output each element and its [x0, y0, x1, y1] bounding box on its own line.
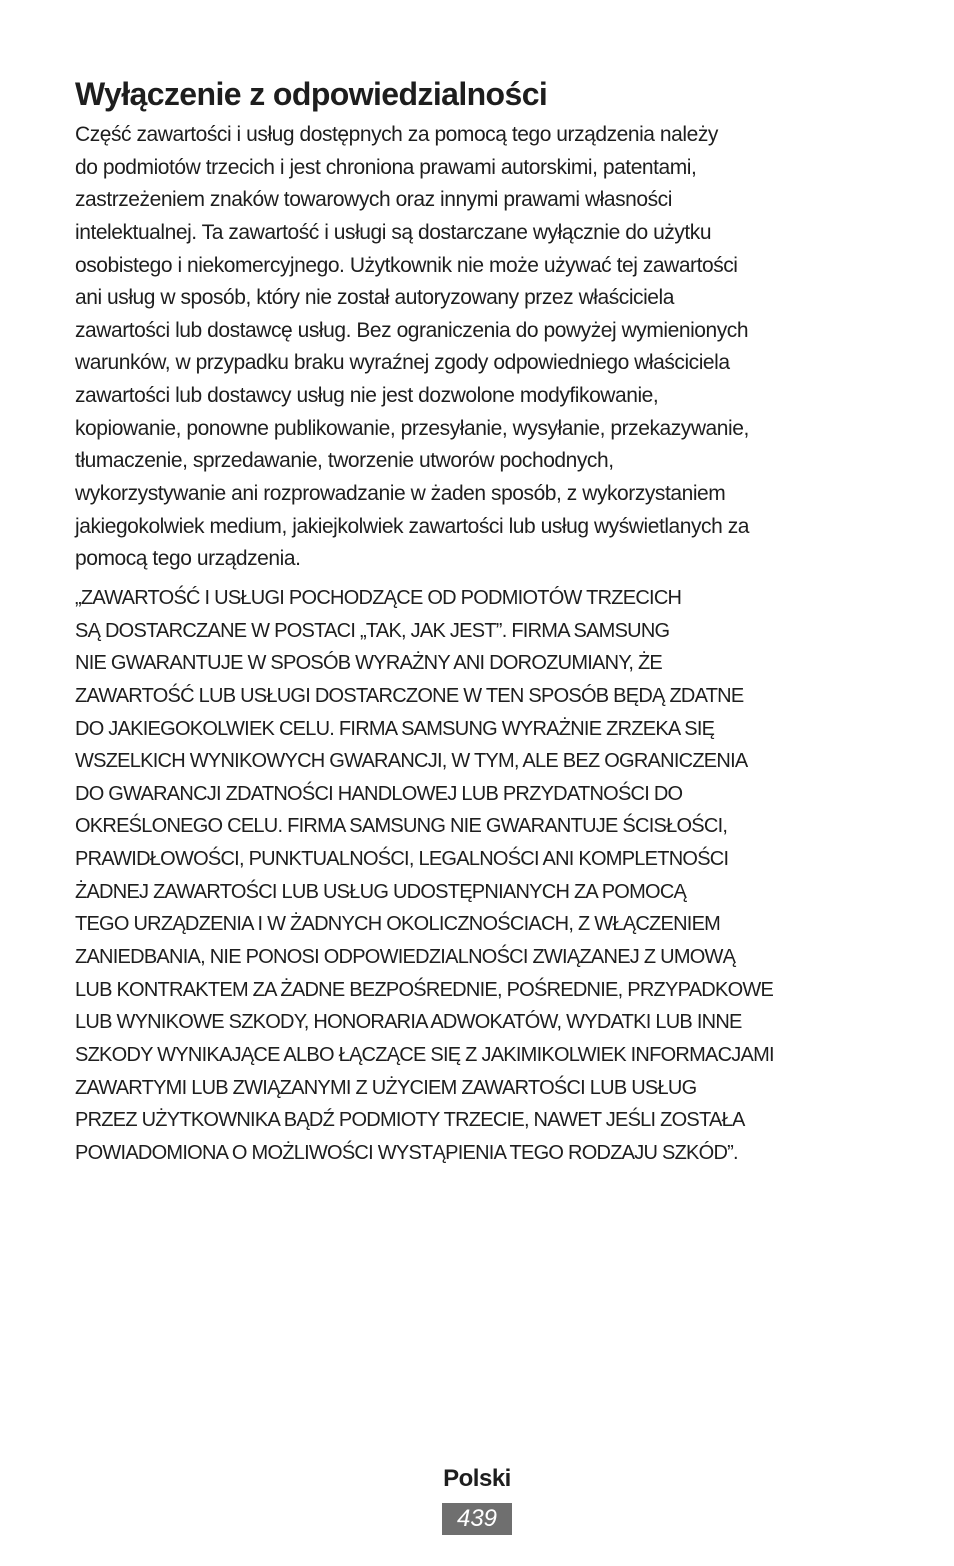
paragraph-line: TEGO URZĄDZENIA I W ŻADNYCH OKOLICZNOŚCIACH, Z WŁĄCZENIEM: [75, 913, 721, 936]
paragraph-line: zawartości lub dostawcy usług nie jest dozwolone modyfikowanie,: [75, 384, 659, 408]
paragraph-line: kopiowanie, ponowne publikowanie, przesyłanie, wysyłanie, przekazywanie,: [75, 416, 749, 440]
paragraph-line: jakiegokolwiek medium, jakiejkolwiek zawartości lub usług wyświetlanych za: [75, 514, 749, 538]
paragraph-line: ZAWARTOŚĆ LUB USŁUGI DOSTARCZONE W TEN SPOSÓB BĘDĄ ZDATNE: [75, 684, 744, 707]
paragraph-line: osobistego i niekomercyjnego. Użytkownik nie może używać tej zawartości: [75, 253, 738, 277]
paragraph-line: SZKODY WYNIKAJĄCE ALBO ŁĄCZĄCE SIĘ Z JAKIMIKOLWIEK INFORMACJAMI: [75, 1043, 774, 1066]
paragraph-line: warunków, w przypadku braku wyraźnej zgody odpowiedniego właściciela: [75, 351, 730, 375]
paragraph-line: LUB KONTRAKTEM ZA ŻADNE BEZPOŚREDNIE, POŚREDNIE, PRZYPADKOWE: [75, 978, 774, 1001]
paragraph-line: Część zawartości i usług dostępnych za pomocą tego urządzenia należy: [75, 123, 718, 146]
paragraph-line: DO JAKIEGOKOLWIEK CELU. FIRMA SAMSUNG WYRAŻNIE ZRZEKA SIĘ: [75, 717, 715, 740]
page-title: Wyłączenie z odpowiedzialności: [75, 76, 548, 112]
paragraph-line: do podmiotów trzecich i jest chroniona prawami autorskimi, patentami,: [75, 155, 697, 179]
paragraph-line: ZAWARTYMI LUB ZWIĄZANYMI Z UŻYCIEM ZAWARTOŚCI LUB USŁUG: [75, 1076, 697, 1099]
paragraph-line: ŻADNEJ ZAWARTOŚCI LUB USŁUG UDOSTĘPNIANYCH ZA POMOCĄ: [75, 880, 687, 903]
paragraph-line: DO GWARANCJI ZDATNOŚCI HANDLOWEJ LUB PRZYDATNOŚCI DO: [75, 782, 683, 805]
paragraph-line: POWIADOMIONA O MOŻLIWOŚCI WYSTĄPIENIA TEGO RODZAJU SZKÓD”.: [75, 1141, 738, 1164]
footer-language-label: Polski: [443, 1465, 511, 1492]
paragraph-line: zawartości lub dostawcę usług. Bez ograniczenia do powyżej wymienionych: [75, 318, 749, 342]
paragraph-line: ani usług w sposób, który nie został autoryzowany przez właściciela: [75, 286, 674, 310]
paragraph-line: zastrzeżeniem znaków towarowych oraz innymi prawami własności: [75, 188, 672, 212]
paragraph-line: LUB WYNIKOWE SZKODY, HONORARIA ADWOKATÓW, WYDATKI LUB INNE: [75, 1011, 742, 1034]
warranty-disclaimer-paragraph: [75, 582, 885, 1170]
paragraph-line: NIE GWARANTUJE W SPOSÓB WYRAŻNY ANI DOROZUMIANY, ŻE: [75, 652, 663, 675]
paragraph-line: ZANIEDBANIA, NIE PONOSI ODPOWIEDZIALNOŚCI ZWIĄZANEJ Z UMOWĄ: [75, 946, 736, 969]
paragraph-line: SĄ DOSTARCZANE W POSTACI „TAK, JAK JEST”. FIRMA SAMSUNG: [75, 619, 670, 642]
paragraph-line: OKREŚLONEGO CELU. FIRMA SAMSUNG NIE GWARANTUJE ŚCISŁOŚCI,: [75, 815, 728, 838]
paragraph-line: PRAWIDŁOWOŚCI, PUNKTUALNOŚCI, LEGALNOŚCI ANI KOMPLETNOŚCI: [75, 848, 729, 871]
paragraph-line: pomocą tego urządzenia.: [75, 547, 301, 571]
paragraph-line: WSZELKICH WYNIKOWYCH GWARANCJI, W TYM, ALE BEZ OGRANICZENIA: [75, 750, 748, 773]
page-number-badge: 439: [442, 1503, 512, 1535]
paragraph-line: „ZAWARTOŚĆ I USŁUGI POCHODZĄCE OD PODMIOTÓW TRZECICH: [75, 587, 682, 609]
disclaimer-paragraph: [75, 119, 885, 576]
paragraph-line: intelektualnej. Ta zawartość i usługi są dostarczane wyłącznie do użytku: [75, 220, 712, 244]
paragraph-line: tłumaczenie, sprzedawanie, tworzenie utworów pochodnych,: [75, 449, 614, 473]
paragraph-line: wykorzystywanie ani rozprowadzanie w żaden sposób, z wykorzystaniem: [75, 482, 726, 506]
paragraph-line: PRZEZ UŻYTKOWNIKA BĄDŹ PODMIOTY TRZECIE, NAWET JEŚLI ZOSTAŁA: [75, 1109, 745, 1132]
